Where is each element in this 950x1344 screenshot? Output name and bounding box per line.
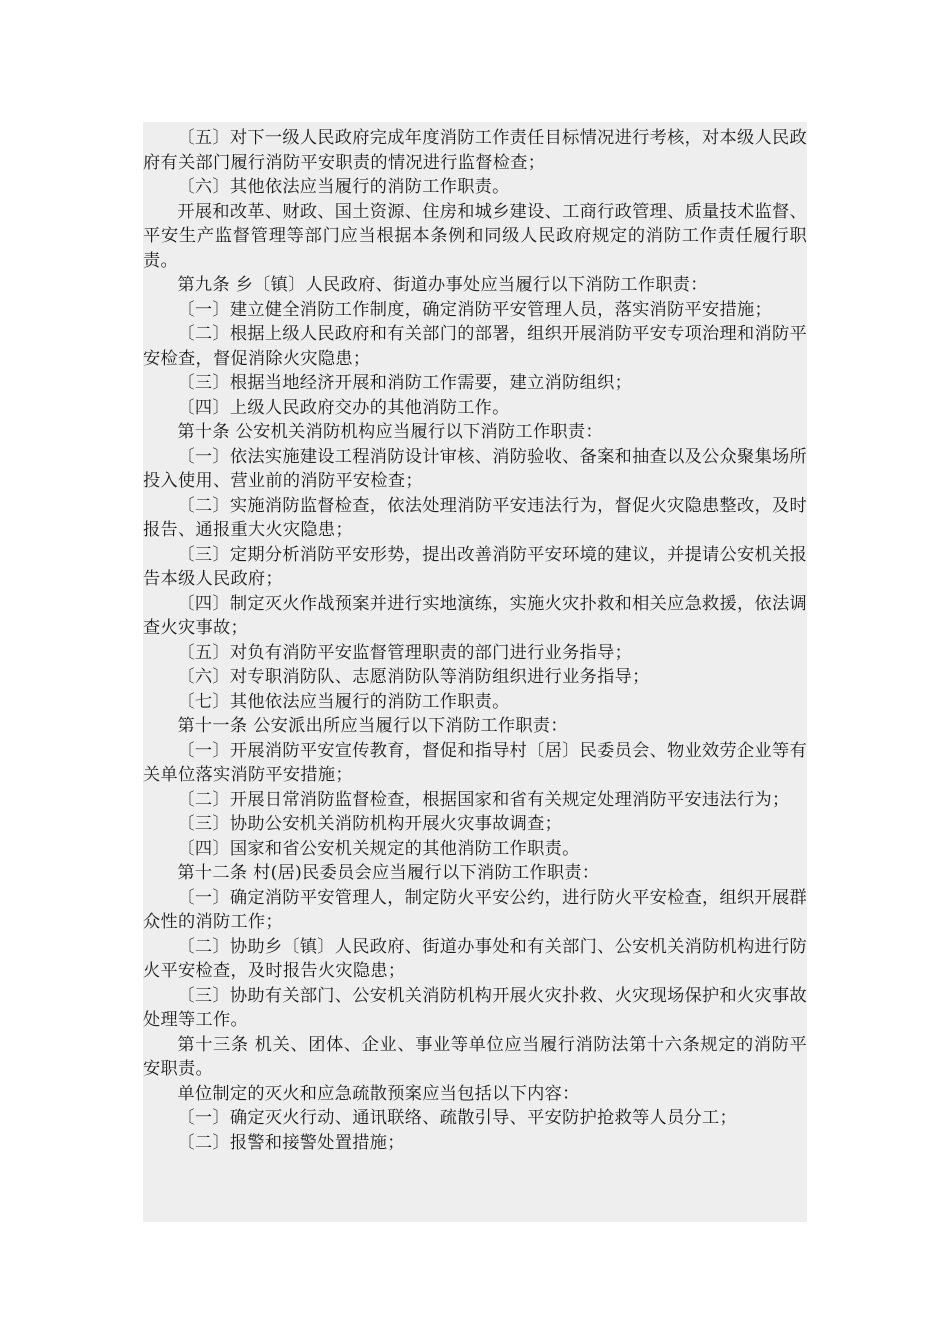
paragraph: 〔二〕报警和接警处置措施； xyxy=(177,1132,405,1153)
document-body xyxy=(143,126,807,1155)
paragraph: 〔二〕协助乡〔镇〕人民政府、街道办事处和有关部门、公安机关消防机构进行防火平安检查，及时报告火灾隐患； xyxy=(143,936,807,981)
article-heading: 第十三条 机关、团体、企业、事业等单位应当履行消防法第十六条规定的消防平安职责。 xyxy=(143,1034,807,1079)
paragraph: 〔六〕其他依法应当履行的消防工作职责。 xyxy=(177,177,510,197)
paragraph: 〔一〕开展消防平安宣传教育，督促和指导村〔居〕民委员会、物业效劳企业等有关单位落实消防平安措施； xyxy=(143,740,807,785)
paragraph: 单位制定的灭火和应急疏散预案应当包括以下内容： xyxy=(177,1083,580,1104)
paragraph: 〔一〕依法实施建设工程消防设计审核、消防验收、备案和抽查以及公众聚集场所投入使用、营业前的消防平安检查； xyxy=(143,446,807,491)
paragraph: 〔二〕根据上级人民政府和有关部门的部署，组织开展消防平安专项治理和消防平安检查，督促消除火灾隐患； xyxy=(143,324,807,369)
paragraph: 开展和改革、财政、国土资源、住房和城乡建设、工商行政管理、质量技术监督、平安生产监督管理等部门应当根据本条例和同级人民政府规定的消防工作责任履行职责。 xyxy=(143,201,807,271)
article-heading: 第九条 乡〔镇〕人民政府、街道办事处应当履行以下消防工作职责： xyxy=(177,275,708,295)
paragraph: 〔五〕对负有消防平安监督管理职责的部门进行业务指导； xyxy=(177,642,633,663)
paragraph: 〔一〕建立健全消防工作制度，确定消防平安管理人员，落实消防平安措施； xyxy=(177,299,772,320)
document-page xyxy=(143,122,807,1222)
paragraph: 〔六〕对专职消防队、志愿消防队等消防组织进行业务指导； xyxy=(177,667,650,687)
paragraph: 〔四〕制定灭火作战预案并进行实地演练，实施火灾扑救和相关应急救援，依法调查火灾事故； xyxy=(143,593,807,638)
paragraph: 〔三〕协助有关部门、公安机关消防机构开展火灾扑救、火灾现场保护和火灾事故处理等工作。 xyxy=(143,985,807,1030)
paragraph: 〔三〕协助公安机关消防机构开展火灾事故调查； xyxy=(177,814,563,834)
paragraph: 〔一〕确定灭火行动、通讯联络、疏散引导、平安防护抢救等人员分工； xyxy=(177,1108,737,1128)
paragraph: 〔七〕其他依法应当履行的消防工作职责。 xyxy=(177,691,510,712)
article-heading: 第十条 公安机关消防机构应当履行以下消防工作职责： xyxy=(177,422,603,442)
paragraph: 〔五〕对下一级人民政府完成年度消防工作责任目标情况进行考核，对本级人民政府有关部门履行消防平安职责的情况进行监督检查； xyxy=(143,128,807,173)
paragraph: 〔四〕上级人民政府交办的其他消防工作。 xyxy=(177,397,510,418)
paragraph: 〔二〕开展日常消防监督检查，根据国家和省有关规定处理消防平安违法行为； xyxy=(177,789,790,810)
article-heading: 第十二条 村(居)民委员会应当履行以下消防工作职责： xyxy=(177,863,600,883)
paragraph: 〔一〕确定消防平安管理人，制定防火平安公约，进行防火平安检查，组织开展群众性的消防工作； xyxy=(143,887,807,932)
paragraph: 〔二〕实施消防监督检查，依法处理消防平安违法行为，督促火灾隐患整改，及时报告、通报重大火灾隐患； xyxy=(143,495,807,540)
paragraph: 〔四〕国家和省公安机关规定的其他消防工作职责。 xyxy=(177,838,580,859)
paragraph: 〔三〕定期分析消防平安形势，提出改善消防平安环境的建议，并提请公安机关报告本级人民政府； xyxy=(143,544,807,589)
paragraph: 〔三〕根据当地经济开展和消防工作需要，建立消防组织； xyxy=(177,373,633,393)
article-heading: 第十一条 公安派出所应当履行以下消防工作职责： xyxy=(177,716,568,736)
